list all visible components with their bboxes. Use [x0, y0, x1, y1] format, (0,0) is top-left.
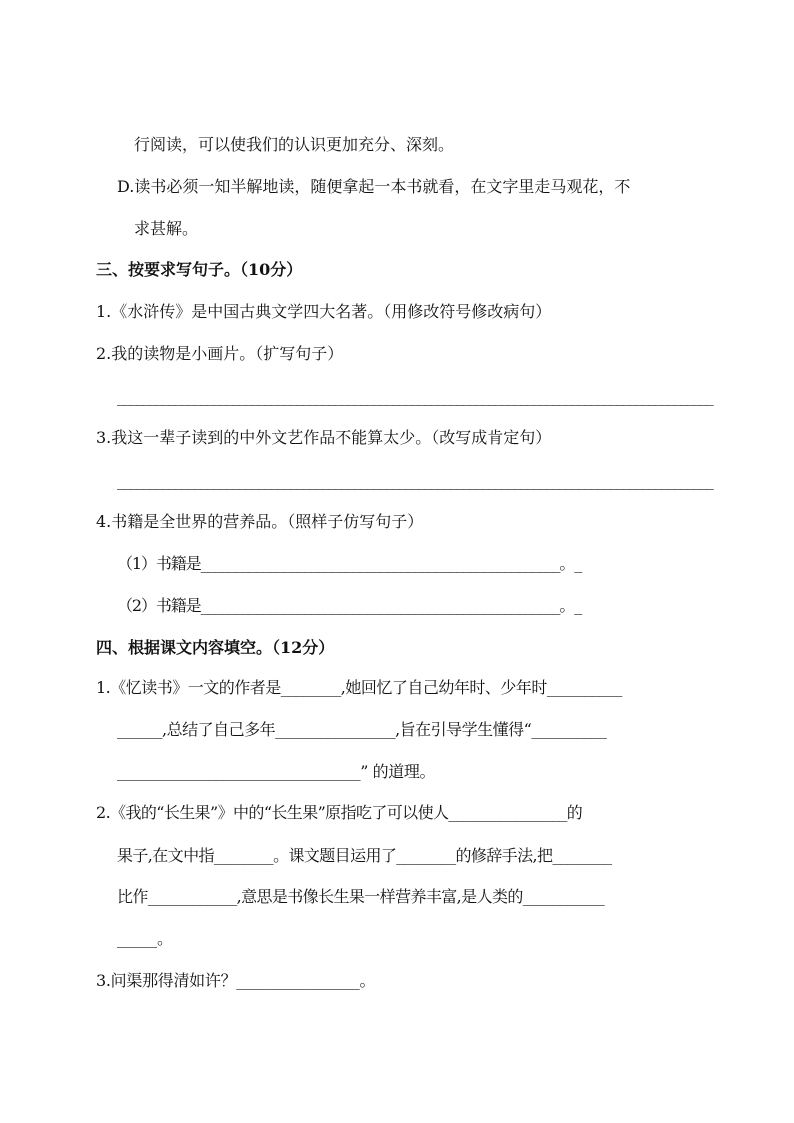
option-d-line2: 求甚解。	[134, 219, 199, 238]
q4-2-line4: _____。	[117, 929, 174, 948]
q3-4-sub-2: （2）书籍是____________________________________________________。_	[117, 596, 582, 615]
q4-2-line3: 比作____________,意思是书像长生果一样营养丰富,是人类的___________	[117, 887, 605, 906]
q4-1-line1: 1.《忆读书》一文的作者是________,她回忆了自己幼年时、少年时__________	[96, 678, 622, 697]
q3-3-answer-line: _____________________________________________________________________________________________	[117, 471, 713, 490]
q4-1-line3: ________________________________” 的道理。	[117, 762, 436, 781]
q3-3: 3.我这一辈子读到的中外文艺作品不能算太少。（改写成肯定句）	[96, 428, 552, 447]
q3-4: 4.书籍是全世界的营养品。（照样子仿写句子）	[96, 512, 424, 531]
q3-1: 1.《水浒传》是中国古典文学四大名著。（用修改符号修改病句）	[96, 302, 552, 321]
q4-3: 3.问渠那得清如许？________________。	[96, 971, 376, 990]
q4-2-line2: 果子,在文中指________。课文题目运用了________的修辞手法,把________	[117, 846, 612, 865]
section-3-heading: 三、按要求写句子。（10分）	[96, 260, 303, 279]
q4-2-line1: 2.《我的“长生果”》中的“长生果”原指吃了可以使人________________的	[96, 803, 583, 822]
option-d-line1: D.读书必须一知半解地读，随便拿起一本书就看，在文字里走马观花，不	[117, 177, 631, 196]
option-c-continuation: 行阅读，可以使我们的认识更加充分、深刻。	[134, 135, 455, 154]
q4-1-line2: ______,总结了自己多年________________,旨在引导学生懂得“__________	[117, 720, 607, 739]
q3-2: 2.我的读物是小画片。（扩写句子）	[96, 344, 344, 363]
q3-4-sub-1: （1）书籍是____________________________________________________。_	[117, 554, 582, 573]
q3-2-answer-line: _____________________________________________________________________________________________	[117, 387, 713, 406]
section-4-heading: 四、根据课文内容填空。（12分）	[96, 638, 335, 657]
